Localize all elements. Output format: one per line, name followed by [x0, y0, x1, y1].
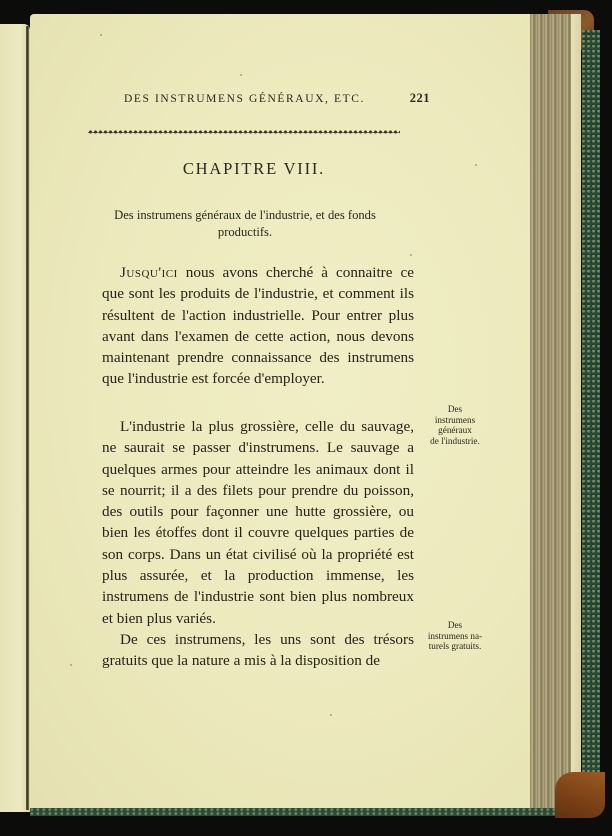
running-head	[124, 91, 430, 106]
margin-note-line: Des	[447, 404, 463, 414]
margin-note-1	[410, 404, 500, 446]
chapter-title-text: CHAPITRE VIII.	[182, 159, 326, 178]
paragraph-text: nous avons cherché à connaitre ce que sont les produits de l'industrie, et comment ils résultent de l'action industrielle. Pour entrer plus avant dans l'examen de cette action, nous devons maintenant prendre connaissance des instrumens que l'industrie est forcée d'employer.	[102, 264, 414, 388]
paragraph-text: De ces instrumens, les uns sont des trésors gratuits que la nature a mis à la disposition de	[102, 631, 414, 670]
margin-note-line: turels gratuits.	[428, 641, 482, 651]
ornamental-rule	[88, 129, 400, 135]
page-number: 221	[409, 91, 430, 105]
margin-note-line: Des	[447, 620, 463, 630]
paragraph-3	[102, 629, 414, 672]
margin-note-2	[410, 620, 500, 652]
paragraph-2	[102, 416, 414, 629]
page-fore-edge	[528, 14, 581, 808]
running-title: DES INSTRUMENS GÉNÉRAUX, ETC.	[124, 93, 365, 105]
gutter-shadow	[26, 26, 29, 810]
paragraph-lead: Jusqu'ici	[120, 264, 178, 281]
marbled-cover-edge	[582, 30, 600, 810]
paragraph-1	[102, 262, 414, 390]
marbled-cover-bottom	[30, 808, 590, 816]
margin-note-line: instrumens na-	[427, 630, 483, 641]
chapter-title	[30, 159, 530, 179]
book-page	[30, 14, 530, 808]
chapter-subtitle: Des instrumens généraux de l'industrie, et des fonds productifs.	[114, 208, 376, 239]
margin-note-line: généraux	[438, 425, 472, 435]
margin-note-line: de l'industrie.	[430, 435, 480, 446]
leather-corner-bottom	[555, 772, 605, 818]
paragraph-text: L'industrie la plus grossière, celle du sauvage, ne saurait se passer d'instrumens. Le sauvage a quelques armes pour atteindre les animaux dont il se nourrit; il a des filets pour prendre du poisson, des outils pour façonner une hutte grossière, ou bien les étoffes dont il couvre quelques parties de son corps. Dans un état civilisé où la propriété est plus assurée, et la production immense, les instrumens de l'industrie sont bien plus nombreux et bien plus variés.	[102, 418, 414, 627]
margin-note-line: instrumens	[434, 414, 476, 425]
